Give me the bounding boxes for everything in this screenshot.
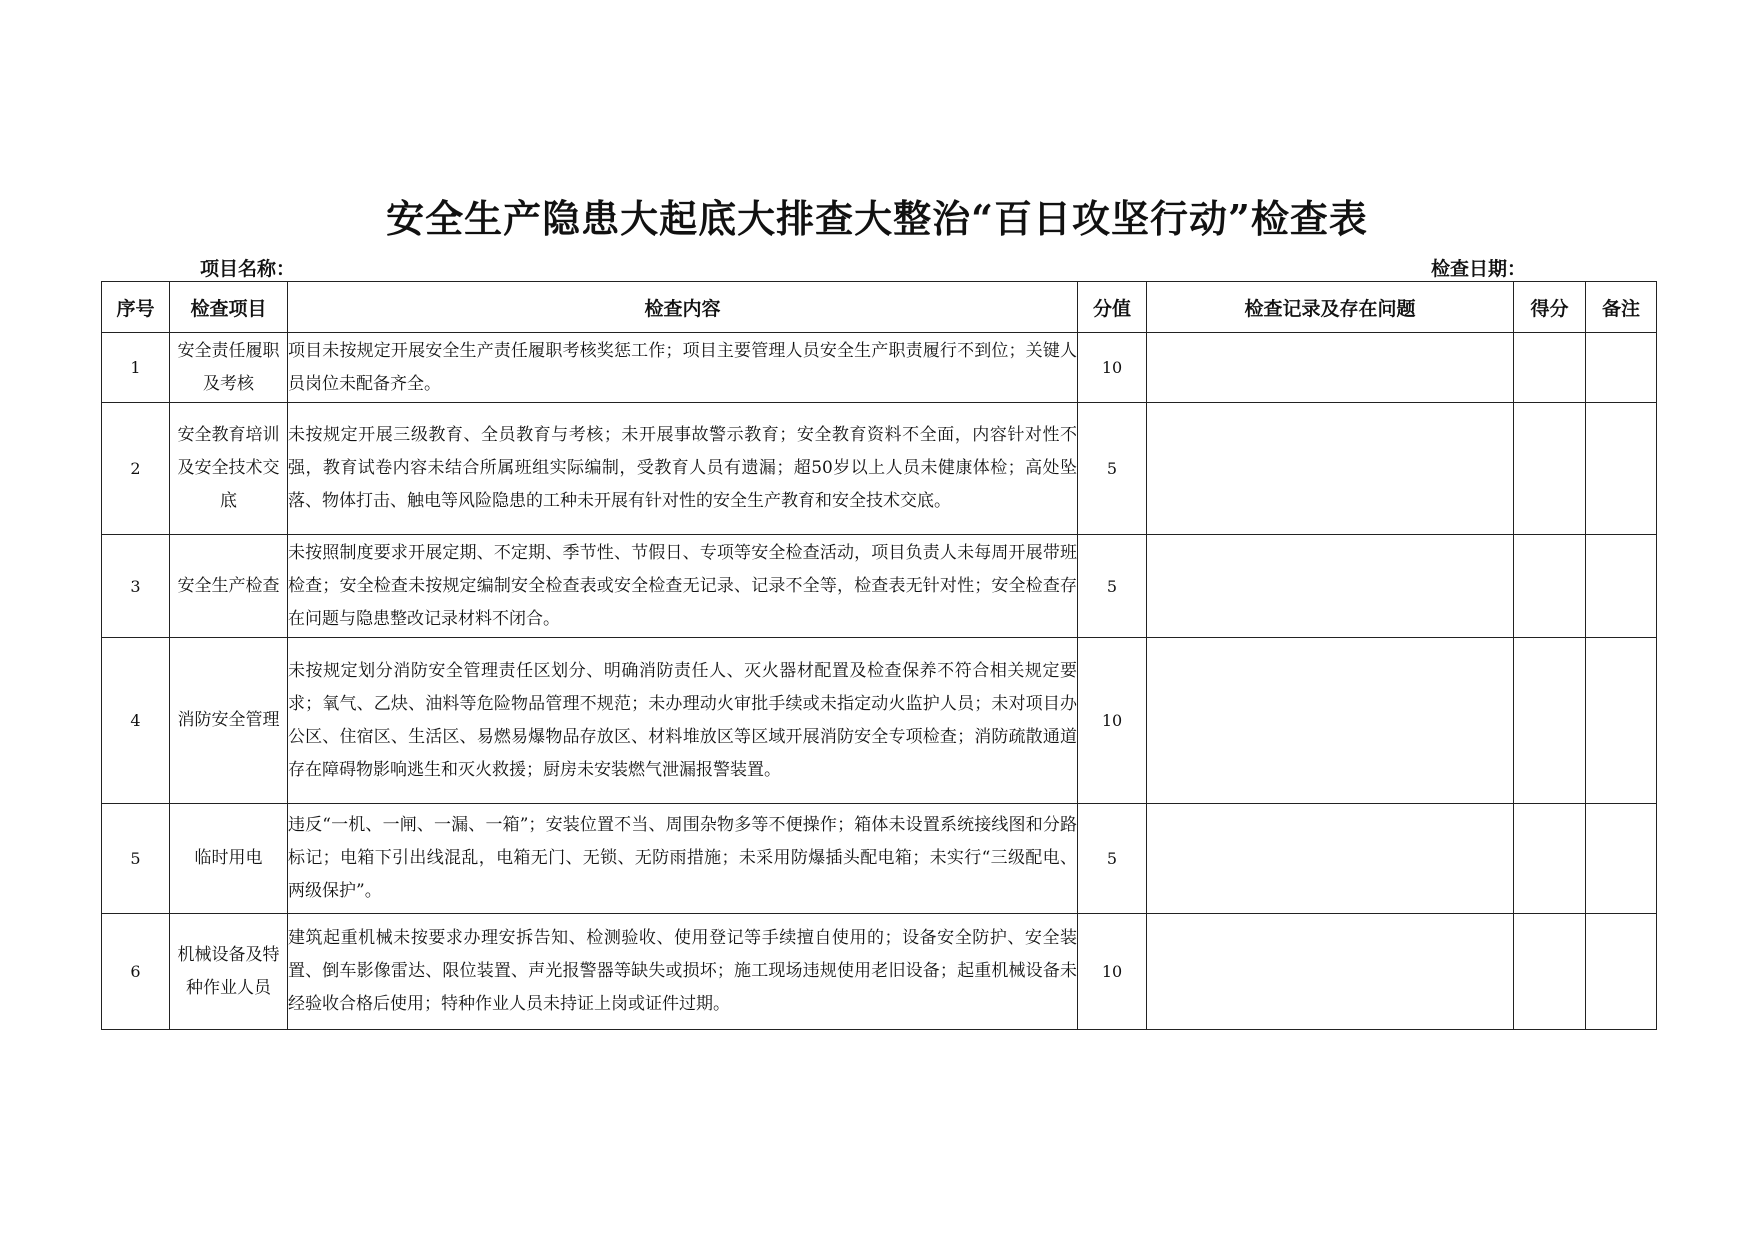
row-content: 未按规定划分消防安全管理责任区划分、明确消防责任人、灭火器材配置及检查保养不符合相关规定要求；氧气、乙炔、油料等危险物品管理不规范；未办理动火审批手续或未指定动火监护人员；未对项目办公区、住宿区、生活区、易燃易爆物品存放区、材料堆放区等区域开展消防安全专项检查；消防疏散通道存在障碍物影响逃生和灭火救援；厨房未安装燃气泄漏报警装置。: [288, 638, 1078, 804]
row-remark-cell[interactable]: [1586, 535, 1657, 638]
row-score: 10: [1078, 333, 1147, 403]
table-row: [102, 535, 1657, 638]
table-row: [102, 914, 1657, 1030]
row-points-cell[interactable]: [1514, 403, 1586, 535]
table-row: [102, 638, 1657, 804]
header-content: 检查内容: [288, 282, 1078, 333]
row-record-cell[interactable]: [1147, 914, 1514, 1030]
header-points: 得分: [1514, 282, 1586, 333]
row-points-cell[interactable]: [1514, 333, 1586, 403]
row-points-cell[interactable]: [1514, 638, 1586, 804]
row-remark-cell[interactable]: [1586, 403, 1657, 535]
row-score: 10: [1078, 914, 1147, 1030]
table-row: [102, 403, 1657, 535]
row-item: 安全生产检查: [170, 535, 288, 638]
row-remark-cell[interactable]: [1586, 914, 1657, 1030]
row-item: 临时用电: [170, 804, 288, 914]
meta-row: [0, 254, 1754, 282]
inspection-table: [101, 281, 1657, 1030]
row-record-cell[interactable]: [1147, 333, 1514, 403]
header-remark: 备注: [1586, 282, 1657, 333]
row-content: 违反“一机、一闸、一漏、一箱”；安装位置不当、周围杂物多等不便操作；箱体未设置系统接线图和分路标记；电箱下引出线混乱，电箱无门、无锁、无防雨措施；未采用防爆插头配电箱；未实行“三级配电、两级保护”。: [288, 804, 1078, 914]
row-score: 10: [1078, 638, 1147, 804]
inspection-date-label: 检查日期：: [1431, 258, 1527, 280]
row-content: 未按照制度要求开展定期、不定期、季节性、节假日、专项等安全检查活动，项目负责人未每周开展带班检查；安全检查未按规定编制安全检查表或安全检查无记录、记录不全等，检查表无针对性；安全检查存在问题与隐患整改记录材料不闭合。: [288, 535, 1078, 638]
row-remark-cell[interactable]: [1586, 638, 1657, 804]
row-record-cell[interactable]: [1147, 638, 1514, 804]
row-points-cell[interactable]: [1514, 914, 1586, 1030]
project-name-label: 项目名称：: [200, 258, 296, 280]
header-item: 检查项目: [170, 282, 288, 333]
row-score: 5: [1078, 535, 1147, 638]
page-title: 安全生产隐患大起底大排查大整治“百日攻坚行动”检查表: [386, 196, 1368, 241]
row-record-cell[interactable]: [1147, 804, 1514, 914]
row-remark-cell[interactable]: [1586, 333, 1657, 403]
row-content: 建筑起重机械未按要求办理安拆告知、检测验收、使用登记等手续擅自使用的；设备安全防护、安全装置、倒车影像雷达、限位装置、声光报警器等缺失或损坏；施工现场违规使用老旧设备；起重机械设备未经验收合格后使用；特种作业人员未持证上岗或证件过期。: [288, 914, 1078, 1030]
row-record-cell[interactable]: [1147, 535, 1514, 638]
row-item: 机械设备及特种作业人员: [170, 914, 288, 1030]
row-remark-cell[interactable]: [1586, 804, 1657, 914]
header-record: 检查记录及存在问题: [1147, 282, 1514, 333]
row-record-cell[interactable]: [1147, 403, 1514, 535]
row-index: 6: [102, 914, 170, 1030]
table-row: [102, 804, 1657, 914]
row-content: 项目未按规定开展安全生产责任履职考核奖惩工作；项目主要管理人员安全生产职责履行不到位；关键人员岗位未配备齐全。: [288, 333, 1078, 403]
row-points-cell[interactable]: [1514, 535, 1586, 638]
row-item: 消防安全管理: [170, 638, 288, 804]
row-points-cell[interactable]: [1514, 804, 1586, 914]
header-score: 分值: [1078, 282, 1147, 333]
header-index: 序号: [102, 282, 170, 333]
table-row: [102, 333, 1657, 403]
row-index: 4: [102, 638, 170, 804]
row-item: 安全责任履职及考核: [170, 333, 288, 403]
row-item: 安全教育培训及安全技术交底: [170, 403, 288, 535]
row-index: 2: [102, 403, 170, 535]
row-index: 1: [102, 333, 170, 403]
row-index: 3: [102, 535, 170, 638]
row-index: 5: [102, 804, 170, 914]
row-content: 未按规定开展三级教育、全员教育与考核；未开展事故警示教育；安全教育资料不全面，内容针对性不强，教育试卷内容未结合所属班组实际编制，受教育人员有遗漏；超50岁以上人员未健康体检；高处坠落、物体打击、触电等风险隐患的工种未开展有针对性的安全生产教育和安全技术交底。: [288, 403, 1078, 535]
row-score: 5: [1078, 403, 1147, 535]
row-score: 5: [1078, 804, 1147, 914]
header-row: [102, 282, 1657, 333]
